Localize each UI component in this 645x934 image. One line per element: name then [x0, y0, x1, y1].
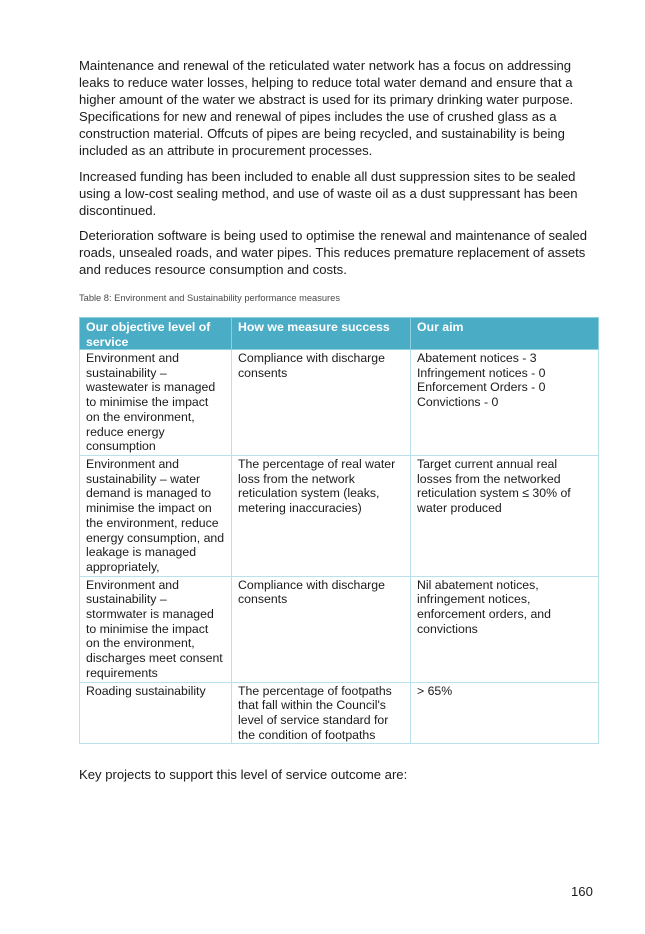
- cell-objective: Roading sustainability: [80, 682, 232, 744]
- body-paragraph-maintenance: Maintenance and renewal of the reticulated water network has a focus on addressing leaks to reduce water losses, helping to reduce total water demand and ensure that a higher amount of the water we abstract is used for its primary drinking water purpose. Specifications for new and renewal of pipes includes the use of crushed glass as a construction material. Offcuts of pipes are being recycled, and sustainability is being included as an attribute in procurement processes.: [79, 58, 574, 159]
- cell-aim: [411, 576, 599, 682]
- page-number: 160: [571, 884, 593, 899]
- table-row: [80, 350, 599, 456]
- cell-measure: Compliance with discharge consents: [232, 576, 411, 682]
- aim-line: Convictions - 0: [417, 395, 499, 410]
- cell-measure: The percentage of footpaths that fall within the Council's level of service standard for the condition of footpaths: [232, 682, 411, 744]
- cell-aim: [411, 350, 599, 456]
- cell-measure: The percentage of real water loss from the network reticulation system (leaks, metering inaccuracies): [232, 456, 411, 577]
- body-paragraph-deterioration-software: Deterioration software is being used to optimise the renewal and maintenance of sealed roads, unsealed roads, and water pipes. This reduces premature replacement of assets and reduces resource consumption and costs.: [79, 228, 588, 278]
- key-projects-intro: Key projects to support this level of service outcome are:: [79, 767, 408, 782]
- cell-measure: Compliance with discharge consents: [232, 350, 411, 456]
- cell-aim: [411, 682, 599, 744]
- aim-line: Abatement notices - 3: [417, 351, 537, 365]
- performance-measures-table: [79, 317, 599, 744]
- aim-line: Infringement notices - 0: [417, 365, 546, 380]
- header-measure: How we measure success: [232, 318, 411, 350]
- table-caption: Table 8: Environment and Sustainability performance measures: [79, 293, 340, 303]
- cell-aim: [411, 456, 599, 577]
- cell-objective: Environment and sustainability – stormwater is managed to minimise the impact on the environment, discharges meet consent requirements: [80, 576, 232, 682]
- header-aim: Our aim: [411, 318, 599, 350]
- cell-objective: Environment and sustainability – water demand is managed to minimise the impact on the environment, reduce energy consumption, and leakage is managed appropriately,: [80, 456, 232, 577]
- body-paragraph-dust-suppression: Increased funding has been included to enable all dust suppression sites to be sealed using a low-cost sealing method, and use of waste oil as a dust suppressant has been discontinued.: [79, 169, 578, 219]
- table-header-row: [80, 318, 599, 350]
- header-objective: Our objective level of service: [80, 318, 232, 350]
- aim-line: Nil abatement notices, infringement notices, enforcement orders, and convictions: [417, 577, 551, 636]
- table-row: [80, 576, 599, 682]
- aim-line: Enforcement Orders - 0: [417, 380, 546, 395]
- cell-objective: Environment and sustainability – wastewater is managed to minimise the impact on the environment, reduce energy consumption: [80, 350, 232, 456]
- aim-line: > 65%: [417, 683, 453, 698]
- table-row: [80, 456, 599, 577]
- table-row: [80, 682, 599, 744]
- aim-line: Target current annual real losses from the networked reticulation system ≤ 30% of water produced: [417, 457, 571, 516]
